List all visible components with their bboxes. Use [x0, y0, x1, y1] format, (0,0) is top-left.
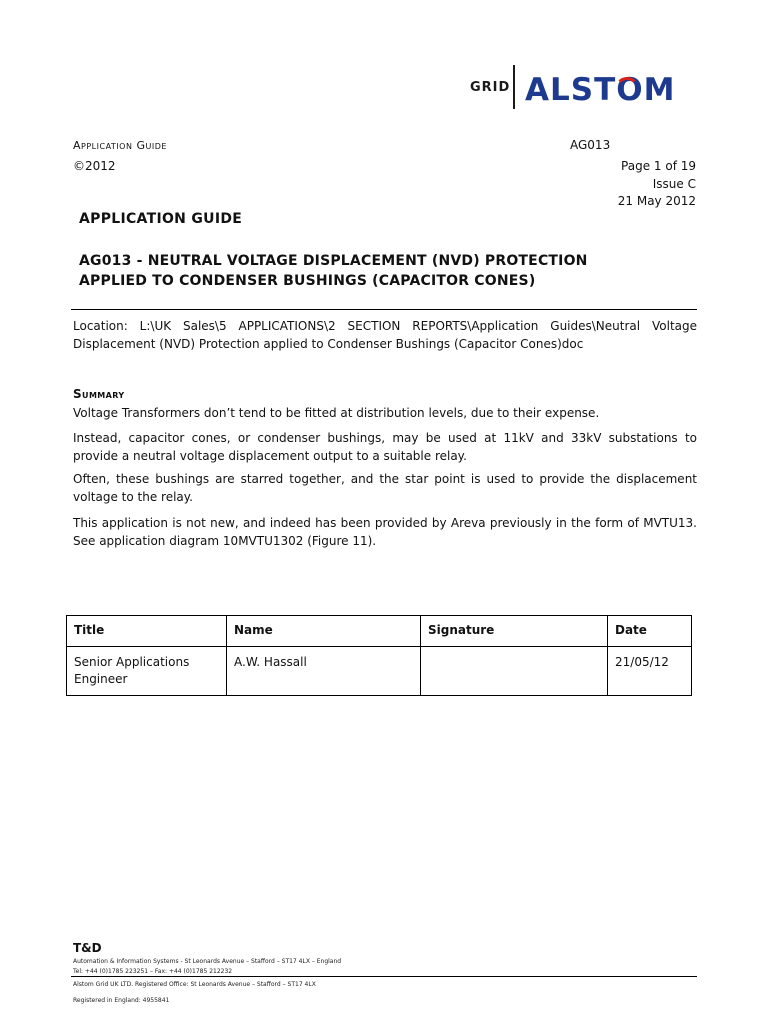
header-code: AG013: [570, 138, 611, 152]
table-header: Date: [608, 616, 692, 647]
title-divider: [71, 309, 697, 310]
table-header: Name: [227, 616, 421, 647]
table-header: Title: [67, 616, 227, 647]
logo-brand-end: M: [643, 72, 676, 108]
document-title: APPLICATION GUIDE: [79, 211, 243, 227]
summary-paragraph: This application is not new, and indeed has been provided by Areva previously in the form of MVTU13. See application diagram 10MVTU1302 (Figure 11).: [73, 516, 697, 548]
footer-divider: [71, 976, 697, 977]
table-cell: 21/05/12: [608, 647, 692, 696]
logo-o-icon: [616, 72, 643, 108]
signoff-table: [66, 615, 692, 696]
signature-cell: [421, 647, 608, 696]
footer-phone: Tel: +44 (0)1785 223251 – Fax: +44 (0)1785 212232: [73, 968, 233, 975]
page-number: Page 1 of 19: [621, 159, 696, 173]
header-label: Application Guide: [73, 139, 167, 152]
logo-divider: [513, 65, 515, 109]
issue: Issue C: [652, 176, 696, 191]
summary-heading: Summary: [73, 387, 125, 401]
footer-registration: Registered in England: 4955841: [73, 997, 170, 1004]
document-subtitle: AG013 - NEUTRAL VOLTAGE DISPLACEMENT (NVD) PROTECTION APPLIED TO CONDENSER BUSHINGS (CAPACITOR CONES): [79, 253, 588, 289]
table-row: [67, 647, 692, 696]
table-cell: A.W. Hassall: [227, 647, 421, 696]
issue-date: 21 May 2012: [617, 194, 696, 208]
summary-paragraph: Voltage Transformers don’t tend to be fitted at distribution levels, due to their expense.: [73, 406, 600, 420]
footer-registered-office: Alstom Grid UK LTD. Registered Office: St Leonards Avenue – Stafford – ST17 4LX: [73, 981, 316, 988]
file-location: Location: L:\UK Sales\5 APPLICATIONS\2 SECTION REPORTS\Application Guides\Neutral Voltage Displacement (NVD) Protection applied to Condenser Bushings (Capacitor Cones)doc: [73, 319, 697, 351]
summary-paragraph: Instead, capacitor cones, or condenser bushings, may be used at 11kV and 33kV substations to provide a neutral voltage displacement output to a suitable relay.: [73, 431, 697, 463]
company-logo: [525, 72, 675, 108]
logo-brand-o: O: [616, 72, 644, 108]
footer-address: Automation & Information Systems - St Leonards Avenue – Stafford – ST17 4LX – England: [73, 958, 342, 965]
logo-brand-start: ALST: [525, 72, 617, 108]
logo-division: GRID: [470, 80, 511, 95]
document-meta: [618, 158, 696, 211]
copyright: ©2012: [73, 159, 116, 173]
footer-brand: T&D: [73, 941, 102, 955]
summary-paragraph: Often, these bushings are starred together, and the star point is used to provide the displacement voltage to the relay.: [73, 472, 697, 504]
table-header: Signature: [421, 616, 608, 647]
table-cell: Senior Applications Engineer: [67, 647, 227, 696]
table-header-row: [67, 616, 692, 647]
